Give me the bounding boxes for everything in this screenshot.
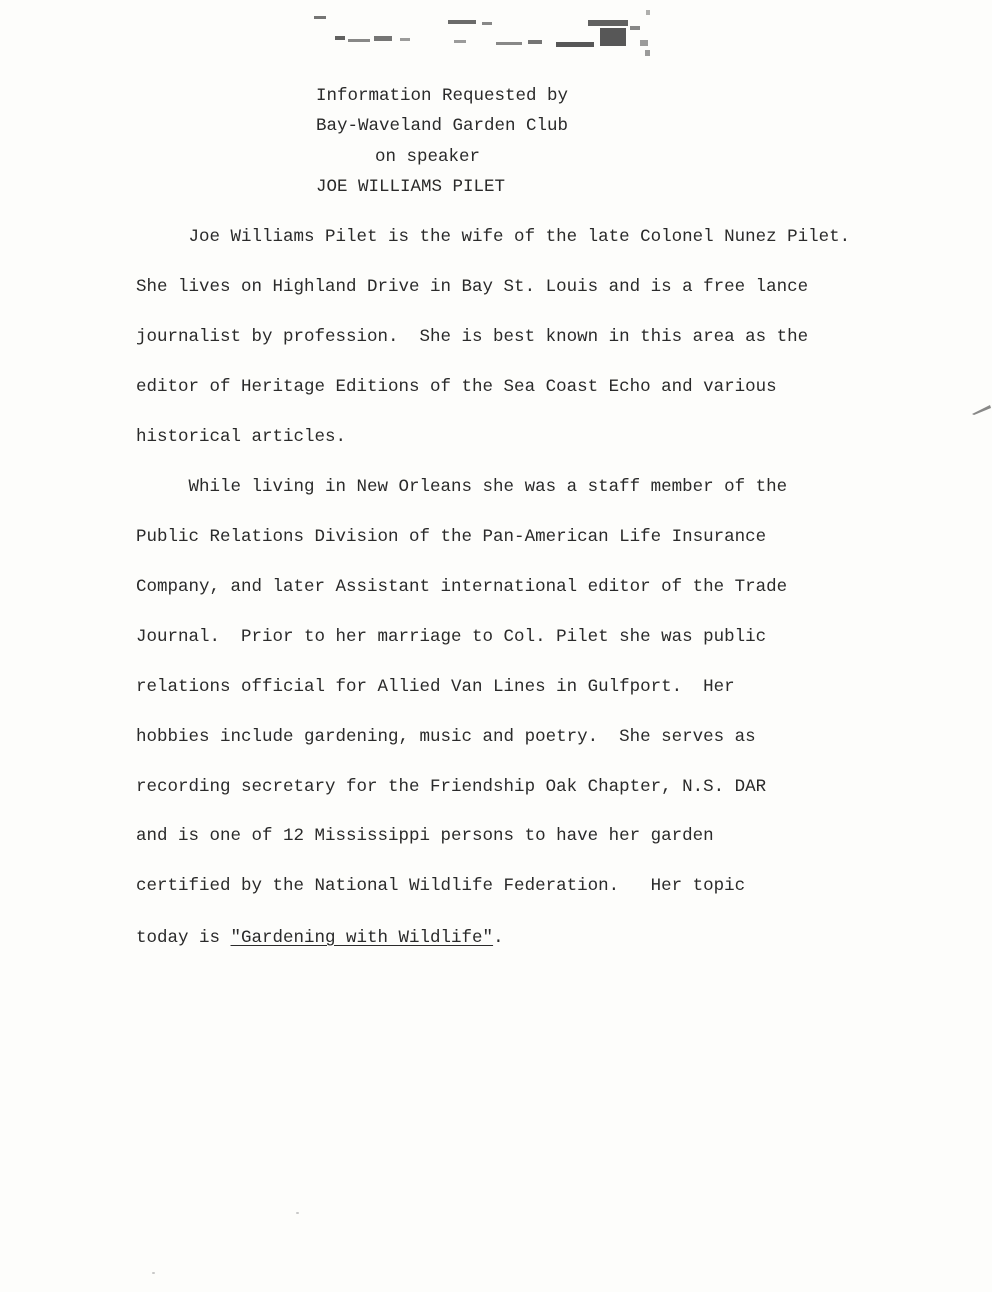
body-line: While living in New Orleans she was a staff member of the: [136, 477, 788, 497]
header-line-3: on speaker: [375, 147, 481, 167]
body-line: She lives on Highland Drive in Bay St. Louis and is a free lance: [136, 277, 809, 297]
body-line: hobbies include gardening, music and poetry. She serves as: [136, 727, 756, 747]
topic-title: "Gardening with Wildlife": [230, 928, 494, 948]
header-line-2: Bay-Waveland Garden Club: [316, 116, 569, 136]
body-line: Joe Williams Pilet is the wife of the late Colonel Nunez Pilet.: [136, 227, 851, 247]
header-line-1: Information Requested by: [316, 86, 569, 106]
body-line: historical articles.: [136, 427, 347, 447]
last-line-suffix: .: [493, 928, 504, 948]
body-line: Journal. Prior to her marriage to Col. Pilet she was public: [136, 627, 767, 647]
redacted-smudge-graphic: [300, 6, 680, 62]
body-line: Public Relations Division of the Pan-American Life Insurance: [136, 527, 767, 547]
last-line-prefix: today is: [136, 928, 231, 948]
body-line: recording secretary for the Friendship Oak Chapter, N.S. DAR: [136, 777, 767, 797]
body-line: and is one of 12 Mississippi persons to have her garden: [136, 826, 714, 846]
margin-pencil-mark: [970, 402, 992, 416]
body-line: Company, and later Assistant international editor of the Trade: [136, 577, 788, 597]
body-line-last: [136, 928, 504, 948]
body-line: certified by the National Wildlife Federation. Her topic: [136, 876, 746, 896]
body-line: journalist by profession. She is best known in this area as the: [136, 327, 809, 347]
body-line: relations official for Allied Van Lines in Gulfport. Her: [136, 677, 735, 697]
paper-speck: [296, 1212, 299, 1214]
paper-speck: [152, 1272, 155, 1274]
body-line: editor of Heritage Editions of the Sea Coast Echo and various: [136, 377, 777, 397]
speaker-name-heading: JOE WILLIAMS PILET: [316, 177, 506, 197]
